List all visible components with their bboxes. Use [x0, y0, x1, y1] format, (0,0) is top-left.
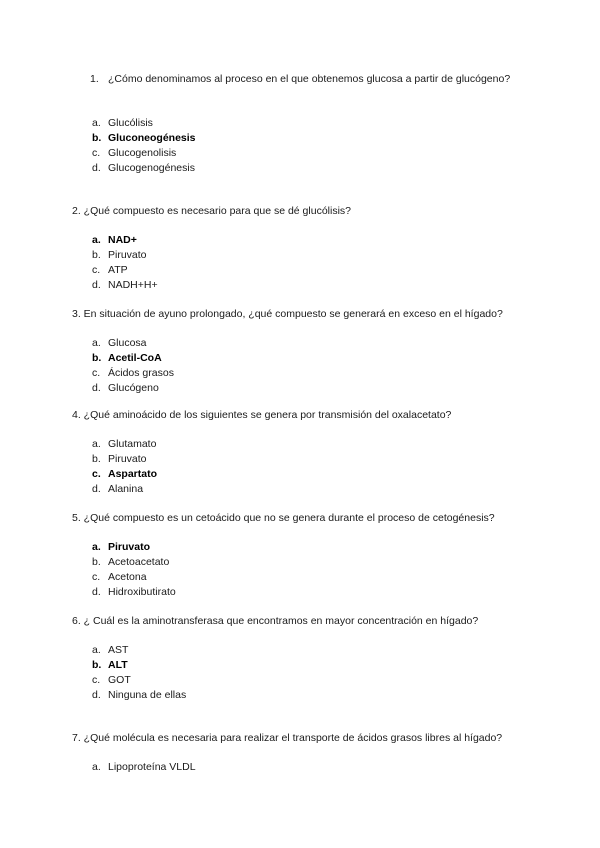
option-c: c. GOT: [92, 674, 131, 686]
option-a: a. AST: [92, 644, 129, 656]
option-b-correct: b. ALT: [92, 659, 128, 671]
option-a-correct: a. Piruvato: [92, 541, 151, 553]
option-b: b. Acetoacetato: [92, 556, 170, 568]
options-1: [92, 116, 196, 176]
option-c: c. Ácidos grasos: [92, 367, 174, 379]
question-7: 7. ¿Qué molécula es necesaria para realizar el transporte de ácidos grasos libres al hígado?: [72, 732, 503, 744]
option-b-correct: b. Acetil-CoA: [92, 352, 162, 364]
question-6: 6. ¿ Cuál es la aminotransferasa que encontramos en mayor concentración en hígado?: [72, 615, 479, 627]
question-3: 3. En situación de ayuno prolongado, ¿qué compuesto se generará en exceso en el hígado?: [72, 308, 503, 320]
option-a: a. Glutamato: [92, 438, 157, 450]
option-d: d. Alanina: [92, 483, 144, 495]
question-5: 5. ¿Qué compuesto es un cetoácido que no se genera durante el proceso de cetogénesis?: [72, 512, 495, 524]
option-d: d. Hidroxibutirato: [92, 586, 176, 598]
question-text: ¿Cómo denominamos al proceso en el que obtenemos glucosa a partir de glucógeno?: [108, 73, 511, 85]
option-d: d. Ninguna de ellas: [92, 689, 187, 701]
option-c: c. ATP: [92, 264, 128, 276]
option-b: b. Piruvato: [92, 249, 147, 261]
option-c: c. Glucogenolisis: [92, 147, 177, 159]
options-3: [92, 336, 174, 396]
options-7: [92, 760, 196, 775]
option-a: a. Glucosa: [92, 337, 147, 349]
option-c-correct: c. Aspartato: [92, 468, 158, 480]
question-2: 2. ¿Qué compuesto es necesario para que se dé glucólisis?: [72, 205, 351, 217]
options-2: [92, 233, 158, 293]
option-d: d. Glucógeno: [92, 382, 159, 394]
option-b-correct: b. Gluconeogénesis: [92, 132, 196, 144]
option-d: d. Glucogenogénesis: [92, 162, 195, 174]
option-b: b. Piruvato: [92, 453, 147, 465]
question-number: 1.: [90, 73, 99, 85]
question-4: 4. ¿Qué aminoácido de los siguientes se genera por transmisión del oxalacetato?: [72, 409, 452, 421]
option-a: a. Lipoproteína VLDL: [92, 761, 196, 773]
option-a: a. Glucólisis: [92, 117, 153, 129]
option-a-correct: a. NAD+: [92, 234, 137, 246]
options-5: [92, 540, 176, 600]
question-1: [92, 72, 562, 87]
options-6: [92, 643, 186, 703]
option-d: d. NADH+H+: [92, 279, 158, 291]
options-4: [92, 437, 157, 497]
option-c: c. Acetona: [92, 571, 147, 583]
